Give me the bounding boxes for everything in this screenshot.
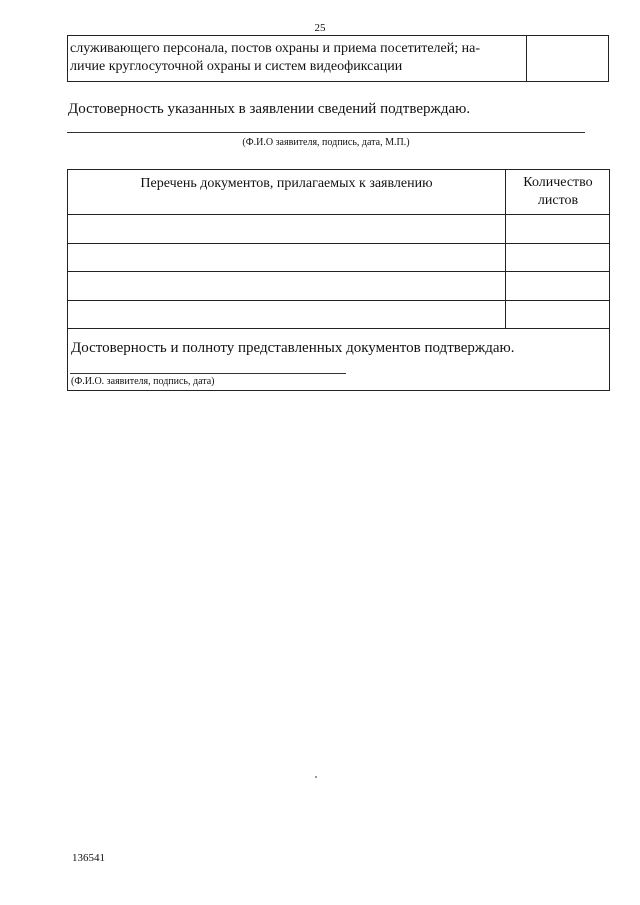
documents-signature-caption: (Ф.И.О. заявителя, подпись, дата) xyxy=(71,376,215,387)
document-footer-code: 136541 xyxy=(72,852,105,864)
sheets-header-line-2: листов xyxy=(537,193,579,208)
top-table-right-cell xyxy=(527,36,609,81)
sheets-header-line-1: Количество xyxy=(523,175,593,190)
scan-speck xyxy=(315,776,317,778)
documents-table-row xyxy=(68,215,609,243)
documents-table xyxy=(67,169,610,391)
documents-column-header: Перечень документов, прилагаемых к заявлению xyxy=(140,176,433,191)
sheets-column-header xyxy=(506,174,610,210)
applicant-signature-caption: (Ф.И.О заявителя, подпись, дата, М.П.) xyxy=(242,137,410,148)
documents-signature-line xyxy=(70,373,346,374)
page-number: 25 xyxy=(314,22,326,34)
applicant-confirmation-text: Достоверность указанных в заявлении сведений подтверждаю. xyxy=(68,101,471,117)
documents-table-row xyxy=(68,301,609,329)
top-table-text-line-1: служивающего персонала, постов охраны и приема посетителей; на- xyxy=(70,41,480,56)
top-table-continuation xyxy=(67,35,609,82)
documents-table-row xyxy=(68,272,609,300)
top-table-text-line-2: личие круглосуточной охраны и систем видеофиксации xyxy=(70,59,403,74)
documents-table-row xyxy=(68,244,609,272)
row-divider xyxy=(68,328,609,329)
top-table-text-cell xyxy=(70,40,522,76)
documents-confirmation-text: Достоверность и полноту представленных документов подтверждаю. xyxy=(71,340,515,356)
applicant-signature-line xyxy=(67,132,585,133)
